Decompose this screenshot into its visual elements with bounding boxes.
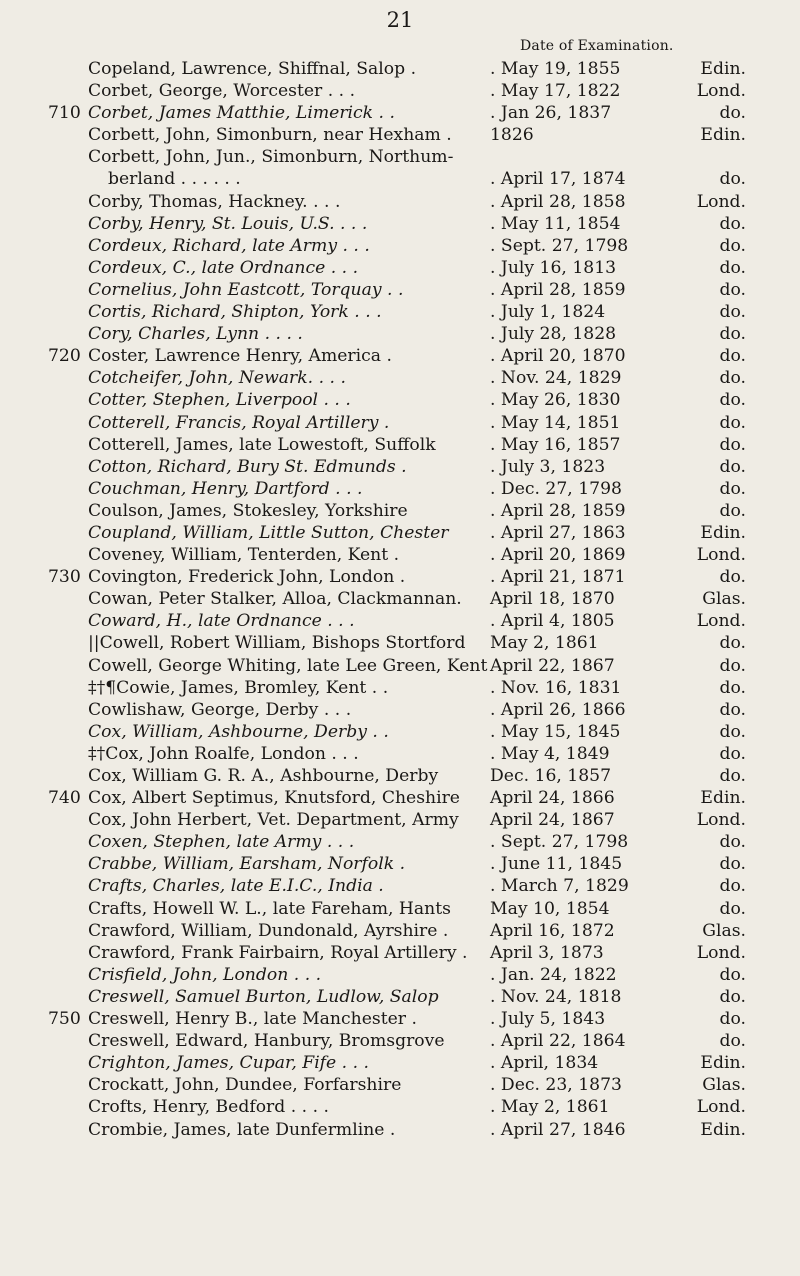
entry-name: Crombie, James, late Dunfermline . (88, 1119, 396, 1140)
entry-name: Corby, Thomas, Hackney. . . . (88, 191, 341, 212)
entry-date: . April 28, 1858 (490, 191, 626, 212)
entry-row (0, 478, 800, 500)
entry-place: do. (719, 766, 746, 786)
entry-place: do. (719, 854, 746, 875)
entry-date: . July 5, 1843 (490, 1009, 606, 1030)
entry-row (0, 1052, 800, 1074)
entry-place: Edin. (700, 788, 746, 809)
entry-date: . May 11, 1854 (490, 213, 621, 234)
entry-row (0, 1008, 800, 1030)
entry-date: . Sept. 27, 1798 (490, 832, 629, 853)
entry-date: . July 28, 1828 (490, 324, 617, 345)
entry-date: Dec. 16, 1857 (490, 766, 612, 786)
entry-name: Cox, Albert Septimus, Knutsford, Cheshire (88, 788, 460, 809)
entry-name: Corbett, John, Jun., Simonburn, Northum- (88, 147, 454, 168)
entry-name: Cotter, Stephen, Liverpool . . . (88, 390, 351, 411)
entry-row (0, 434, 800, 456)
entry-date: . July 3, 1823 (490, 456, 606, 477)
entry-date: April 24, 1866 (490, 788, 615, 809)
entry-name: Coulson, James, Stokesley, Yorkshire (88, 500, 408, 521)
entry-date: . June 11, 1845 (490, 854, 623, 875)
entry-name: Couchman, Henry, Dartford . . . (88, 478, 363, 499)
entry-row (0, 853, 800, 875)
entry-name: Cox, William, Ashbourne, Derby . . (88, 721, 389, 742)
entry-row (0, 986, 800, 1008)
entry-number: 720 (48, 346, 81, 367)
entry-row (0, 588, 800, 610)
entry-name: Crafts, Howell W. L., late Fareham, Hants (88, 898, 451, 919)
entry-place: Glas. (702, 589, 746, 610)
entry-row (0, 809, 800, 831)
entry-place: do. (719, 235, 746, 256)
entry-name: Corby, Henry, St. Louis, U.S. . . . (88, 213, 368, 234)
entry-place: do. (719, 346, 746, 367)
entry-date: . April, 1834 (490, 1053, 599, 1074)
entry-name: Cortis, Richard, Shipton, York . . . (88, 302, 382, 323)
entry-place: do. (719, 655, 746, 676)
entry-date: . April 28, 1859 (490, 279, 626, 300)
entry-row (0, 257, 800, 279)
entry-name: ||Cowell, Robert William, Bishops Stortford (88, 633, 466, 654)
entry-row (0, 389, 800, 411)
entry-date: . May 17, 1822 (490, 81, 621, 102)
entry-row (0, 456, 800, 478)
entry-name: Cotcheifer, John, Newark. . . . (88, 368, 346, 389)
entry-row (0, 566, 800, 588)
entry-place: do. (719, 699, 746, 720)
entry-place: do. (719, 633, 746, 654)
entry-name: Coxen, Stephen, late Army . . . (88, 832, 355, 853)
entry-name: Crawford, Frank Fairbairn, Royal Artillery . (88, 942, 468, 963)
entry-name: Cox, William G. R. A., Ashbourne, Derby (88, 766, 439, 786)
column-header-date: Date of Examination. (520, 38, 674, 54)
entry-name: Copeland, Lawrence, Shiffnal, Salop . (88, 59, 417, 79)
register-entries (0, 58, 800, 1141)
entry-date: . Sept. 27, 1798 (490, 235, 629, 256)
entry-date: . Nov. 24, 1829 (490, 368, 622, 389)
entry-place: do. (719, 1031, 746, 1052)
entry-row (0, 279, 800, 301)
entry-date: . July 16, 1813 (490, 257, 617, 278)
entry-row (0, 323, 800, 345)
entry-place: do. (719, 103, 746, 124)
entry-row (0, 412, 800, 434)
entry-place: do. (719, 213, 746, 234)
entry-row (0, 235, 800, 257)
entry-place: Lond. (696, 611, 746, 632)
entry-place: do. (719, 677, 746, 698)
entry-place: Lond. (696, 545, 746, 566)
entry-date: April 22, 1867 (490, 655, 615, 676)
entry-date: April 18, 1870 (490, 589, 615, 610)
entry-date: . July 1, 1824 (490, 302, 606, 323)
entry-name: Coward, H., late Ordnance . . . (88, 611, 355, 632)
entry-place: Lond. (696, 810, 746, 831)
entry-name: Crisfield, John, London . . . (88, 964, 322, 985)
entry-place: do. (719, 876, 746, 897)
entry-name: Corbet, George, Worcester . . . (88, 81, 356, 102)
entry-row (0, 721, 800, 743)
entry-place: Edin. (700, 1119, 746, 1140)
entry-name: Covington, Frederick John, London . (88, 567, 406, 588)
entry-row (0, 168, 800, 190)
entry-row (0, 146, 800, 168)
entry-row (0, 655, 800, 677)
entry-place: Lond. (696, 191, 746, 212)
entry-name: Cotton, Richard, Bury St. Edmunds . (88, 456, 407, 477)
entry-date: . April 21, 1871 (490, 567, 626, 588)
entry-name: Crockatt, John, Dundee, Forfarshire (88, 1075, 402, 1096)
entry-name: berland . . . . . . (108, 169, 241, 190)
page-number: 21 (386, 8, 414, 32)
entry-row (0, 1096, 800, 1118)
entry-name: Cowlishaw, George, Derby . . . (88, 699, 352, 720)
entry-name: Crawford, William, Dundonald, Ayrshire . (88, 920, 449, 941)
entry-row (0, 787, 800, 809)
entry-place: do. (719, 257, 746, 278)
entry-name: Cordeux, Richard, late Army . . . (88, 235, 370, 256)
entry-place: do. (719, 324, 746, 345)
entry-date: . Nov. 24, 1818 (490, 986, 622, 1007)
entry-row (0, 213, 800, 235)
entry-place: do. (719, 964, 746, 985)
entry-date: . April 27, 1846 (490, 1119, 626, 1140)
entry-number: 750 (48, 1009, 81, 1030)
entry-row (0, 743, 800, 765)
entry-name: Creswell, Henry B., late Manchester . (88, 1009, 417, 1030)
entry-row (0, 58, 800, 80)
entry-place: do. (719, 743, 746, 764)
entry-name: Cordeux, C., late Ordnance . . . (88, 257, 359, 278)
entry-name: Cornelius, John Eastcott, Torquay . . (88, 279, 404, 300)
entry-row (0, 500, 800, 522)
entry-row (0, 345, 800, 367)
entry-name: Cowan, Peter Stalker, Alloa, Clackmannan. (88, 589, 462, 610)
entry-row (0, 765, 800, 787)
entry-date: . May 26, 1830 (490, 390, 621, 411)
entry-row (0, 1074, 800, 1096)
entry-date: . April 27, 1863 (490, 522, 626, 543)
entry-row (0, 699, 800, 721)
entry-date: . Dec. 23, 1873 (490, 1075, 622, 1096)
entry-date: . May 16, 1857 (490, 434, 621, 455)
entry-date: May 2, 1861 (490, 633, 599, 654)
entry-place: Edin. (700, 522, 746, 543)
entry-place: do. (719, 832, 746, 853)
entry-date: . April 20, 1869 (490, 545, 626, 566)
entry-row (0, 920, 800, 942)
entry-date: . Jan. 24, 1822 (490, 964, 617, 985)
entry-row (0, 677, 800, 699)
entry-place: do. (719, 478, 746, 499)
entry-row (0, 964, 800, 986)
entry-place: do. (719, 567, 746, 588)
entry-name: Cory, Charles, Lynn . . . . (88, 324, 303, 345)
entry-place: do. (719, 986, 746, 1007)
entry-place: do. (719, 368, 746, 389)
entry-date: . May 4, 1849 (490, 743, 610, 764)
entry-date: . Nov. 16, 1831 (490, 677, 622, 698)
entry-place: do. (719, 456, 746, 477)
entry-row (0, 875, 800, 897)
entry-row (0, 191, 800, 213)
entry-place: do. (719, 898, 746, 919)
entry-place: Lond. (696, 942, 746, 963)
entry-place: Edin. (700, 59, 746, 79)
entry-place: Lond. (696, 81, 746, 102)
entry-date: . April 17, 1874 (490, 169, 626, 190)
entry-name: Crafts, Charles, late E.I.C., India . (88, 876, 384, 897)
entry-date: April 3, 1873 (490, 942, 604, 963)
entry-name: Creswell, Samuel Burton, Ludlow, Salop (88, 986, 439, 1007)
entry-place: do. (719, 412, 746, 433)
entry-place: do. (719, 1009, 746, 1030)
entry-name: ‡†¶Cowie, James, Bromley, Kent . . (88, 677, 389, 698)
entry-name: Creswell, Edward, Hanbury, Bromsgrove (88, 1031, 445, 1052)
entry-name: Coster, Lawrence Henry, America . (88, 346, 392, 367)
entry-place: do. (719, 721, 746, 742)
entry-name: Crighton, James, Cupar, Fife . . . (88, 1053, 369, 1074)
entry-date: . Dec. 27, 1798 (490, 478, 622, 499)
entry-name: Corbet, James Matthie, Limerick . . (88, 103, 395, 124)
entry-name: Cox, John Herbert, Vet. Department, Army (88, 810, 459, 831)
entry-date: May 10, 1854 (490, 898, 610, 919)
entry-place: Edin. (700, 1053, 746, 1074)
entry-date: . April 26, 1866 (490, 699, 626, 720)
entry-row (0, 632, 800, 654)
entry-place: do. (719, 279, 746, 300)
entry-number: 710 (48, 103, 81, 124)
entry-date: . April 4, 1805 (490, 611, 615, 632)
entry-name: Coveney, William, Tenterden, Kent . (88, 545, 400, 566)
entry-date: . May 14, 1851 (490, 412, 621, 433)
entry-name: Crabbe, William, Earsham, Norfolk . (88, 854, 406, 875)
entry-row (0, 1030, 800, 1052)
entry-row (0, 1119, 800, 1141)
entry-date: . May 15, 1845 (490, 721, 621, 742)
entry-row (0, 80, 800, 102)
entry-place: do. (719, 169, 746, 190)
entry-date: . April 22, 1864 (490, 1031, 626, 1052)
entry-number: 730 (48, 567, 81, 588)
entry-row (0, 831, 800, 853)
entry-name: Cotterell, James, late Lowestoft, Suffolk (88, 434, 436, 455)
entry-date: . May 19, 1855 (490, 59, 621, 79)
entry-date: 1826 (490, 125, 534, 146)
entry-row (0, 522, 800, 544)
entry-row (0, 942, 800, 964)
entry-date: . April 28, 1859 (490, 500, 626, 521)
entry-name: Crofts, Henry, Bedford . . . . (88, 1097, 329, 1118)
entry-date: April 24, 1867 (490, 810, 615, 831)
entry-place: do. (719, 434, 746, 455)
entry-row (0, 102, 800, 124)
entry-row (0, 124, 800, 146)
entry-place: do. (719, 500, 746, 521)
entry-name: Coupland, William, Little Sutton, Chester (88, 522, 449, 543)
entry-place: Glas. (702, 920, 746, 941)
entry-name: Cowell, George Whiting, late Lee Green, Kent (88, 655, 488, 676)
entry-place: Glas. (702, 1075, 746, 1096)
entry-row (0, 367, 800, 389)
entry-place: Edin. (700, 125, 746, 146)
entry-date: . Jan 26, 1837 (490, 103, 612, 124)
entry-date: . May 2, 1861 (490, 1097, 610, 1118)
entry-name: ‡†Cox, John Roalfe, London . . . (88, 743, 359, 764)
entry-date: . April 20, 1870 (490, 346, 626, 367)
entry-row (0, 610, 800, 632)
entry-number: 740 (48, 788, 81, 809)
entry-place: do. (719, 302, 746, 323)
entry-name: Cotterell, Francis, Royal Artillery . (88, 412, 390, 433)
entry-place: Lond. (696, 1097, 746, 1118)
entry-row (0, 544, 800, 566)
entry-date: . March 7, 1829 (490, 876, 629, 897)
entry-name: Corbett, John, Simonburn, near Hexham . (88, 125, 452, 146)
entry-date: April 16, 1872 (490, 920, 615, 941)
entry-row (0, 301, 800, 323)
entry-row (0, 898, 800, 920)
entry-place: do. (719, 390, 746, 411)
